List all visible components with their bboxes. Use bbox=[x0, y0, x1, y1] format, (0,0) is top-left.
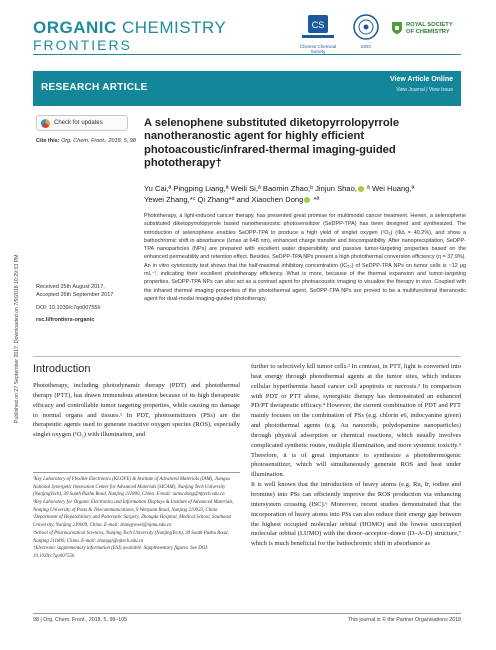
accepted-date: Accepted 26th September 2017 bbox=[36, 292, 114, 299]
abstract: Phototherapy, a light-induced cancer therapy, has presented great promise for multimodal cancer treatment. Herein, a selenophene substituted diketopyrrolopyrrole based nanotheranostic photosensitizer (SeDPP-TPA) has been designed and synthesized. The introduction of selenophene enables SeDPP-TPA to produce a high yield of singlet oxygen (¹O₂) (Φ∆ = 40.2%), and show a bathochromic shift in absorbance (λmax at 648 nm), enhanced charge transfer and biocompatibility. After nanoprecipitation, SeDPP-TPA nanoparticles (NPs) are prepared with excellent water dispersibility and passive tumor-targeting properties based on the enhanced permeability and retention effect. Besides, SeDPP-TPA NPs present a high photothermal conversion efficiency (η = 37.9%). An in vitro cytotoxicity test shows that the half-maximal inhibitory concentration (IC₅₀) of SeDPP-TPA NPs on tumor cells is ~12 μg mL⁻¹, indicating their excellent phototherapy efficiency. What is more, because of the thermal expansion and tumor-targeting properties, SeDPP-TPA NPs can also act as a contrast agent for photoacoustic imaging to visualize the therapy in vivo. Coupled with the infrared thermal imaging properties of the photothermal agent, SeDPP-TPA NPs are proved to be a multifunctional theranostic agent for dual-modal imaging-guided phototherapy. bbox=[144, 213, 466, 302]
footer-page-ref: 98 | Org. Chem. Front., 2018, 5, 98–105 bbox=[33, 617, 128, 623]
article-history bbox=[36, 283, 136, 324]
affiliation-footnotes bbox=[33, 476, 240, 561]
footnote-a: ªKey Laboratory of Flexible Electronics (KLOFE) & Institute of Advanced Materials (IAM), Jiangsu National Synergetic Innovation Center for Advanced Materials (SICAM), Nanjing Tech University (NanjingTech), 30 South Puzhu Road, Nanjing 211800, China. E-mail: iamxcdong@njtech.edu.cn bbox=[33, 477, 230, 498]
journal-name-bold: ORGANIC bbox=[33, 18, 117, 37]
intro-column-2: further to selectively kill tumor cells.² In contrast, in PTT, light is converted into heat energy through photothermal agents at the tumor sites, which induces cellular hyperthermia based cancer cell apoptosis or necrosis.³ In comparison with PDT or PTT alone, synergistic therapy has demonstrated an enhanced PD/PT therapeutic efficacy.⁴ However, the current combination of PDT and PTT mainly focuses on the combination of PSs (e.g. chlorin e6, indocyanine green) and photothermal agents (e.g. Au nanorods, polydopamine nanoparticles) through physical adsorption or chemical reactions, which usually involves complicated synthetic routes, multiple illumination, and more systemic toxicity.⁵ Therefore, it is of great importance to synthesize a photothermogenic photosensitizer, which will simultaneously generate ROS and heat under illumination. It is well known that the introduction of heavy atoms (e.g. Ru, Ir, iodine and bromine) into PSs can efficiently improve the ROS production via enhancing intersystem crossing (ISC).⁶ Moreover, recent studies demonstrated that the incorporation of heavy atoms into PSs can also reduce their energy gap between the highest occupied molecular orbital (HOMO) and the lowest unoccupied molecular orbital (LUMO) with the donor–acceptor–donor (D–A–D) structure,⁷ which is much beneficial for the bathochromic shift in absorbance as bbox=[251, 363, 461, 548]
ccs-caption: Chinese Chemical Society bbox=[299, 44, 337, 54]
orcid-icon[interactable] bbox=[358, 186, 364, 192]
cite-reference: Org. Chem. Front., 2018, 5, 98 bbox=[61, 138, 136, 144]
cite-label: Cite this: bbox=[36, 138, 60, 144]
journal-url[interactable]: rsc.li/frontiers-organic bbox=[36, 316, 95, 323]
orcid-icon[interactable] bbox=[304, 197, 310, 203]
authors-line1: Yu Cai,ª Pingping Liang,ª Weili Si,ª Baomin Zhao,ᵇ Jinjun Shao, bbox=[144, 184, 357, 193]
sioc-seal-icon bbox=[352, 13, 380, 43]
journal-name bbox=[33, 18, 226, 38]
intro-column-1: Phototherapy, including photodynamic therapy (PDT) and photothermal therapy (PTT), has drawn tremendous attention because of its high therapeutic efficacy and controllable tumor targeting properties, while causing no damage to normal organs and tissues.¹ In PDT, photosensitizers (PSs) are the therapeutic agents used to generate reactive oxygen species (ROS), especially singlet oxygen (¹O₂) with illumination, and bbox=[33, 382, 240, 439]
citation-info bbox=[36, 138, 136, 146]
authors-line2-tail: *ª bbox=[311, 195, 320, 204]
footer-copyright: This journal is © the Partner Organisations 2018 bbox=[347, 617, 461, 623]
doi[interactable]: DOI: 10.1039/c7qo00755h bbox=[36, 304, 101, 311]
rsc-name-line1: ROYAL SOCIETY bbox=[406, 22, 453, 28]
ccs-logo bbox=[296, 13, 340, 54]
view-article-online-link[interactable]: View Article Online bbox=[389, 76, 453, 83]
sioc-logo bbox=[352, 13, 380, 49]
view-journal-issue-links[interactable]: View Journal | View Issue bbox=[396, 87, 453, 93]
footnote-d: ᵈSchool of Pharmaceutical Sciences, Nanjing Tech University (NanjingTech), 30 South Puzhu Road, Nanjing 211800, China. E-mail: zhangqi@njtech.edu.cn bbox=[33, 530, 229, 544]
authors-line1-tail: ª Wei Huang,ª bbox=[364, 184, 415, 193]
ccs-emblem-icon bbox=[296, 13, 340, 43]
footnote-separator bbox=[33, 472, 240, 473]
authors-line2: Yewei Zhang,*ᶜ Qi Zhang*ᵈ and Xiaochen Dong bbox=[144, 195, 304, 204]
footnote-c: ᶜDepartment of Hepatobiliary and Pancreatic Surgery, Zhongda Hospital, Medical School, Southeast University, Nanjing 210009, China. E-mail: zhangyewei@njmu.edu.cn bbox=[33, 515, 232, 529]
journal-subtitle: FRONTIERS bbox=[33, 37, 132, 53]
sioc-caption: SIOC bbox=[360, 44, 372, 49]
crossmark-icon bbox=[41, 119, 50, 128]
rsc-crest-icon bbox=[390, 20, 404, 40]
footer-rule bbox=[33, 613, 461, 614]
header-rule bbox=[33, 54, 461, 55]
author-list bbox=[144, 183, 469, 205]
article-title: A selenophene substituted diketopyrrolopyrrole nanotheranostic agent for highly efficient photoacoustic/infrared-thermal imaging-guided phototherapy† bbox=[144, 117, 400, 170]
section-separator bbox=[33, 356, 461, 357]
journal-name-rest: CHEMISTRY bbox=[116, 18, 227, 37]
rsc-name-line2: OF CHEMISTRY bbox=[406, 29, 450, 36]
check-for-updates-button[interactable] bbox=[36, 115, 128, 131]
check-for-updates-label: Check for updates bbox=[54, 120, 103, 126]
article-type-label: RESEARCH ARTICLE bbox=[41, 82, 148, 93]
footnote-esi: †Electronic supplementary information (ESI) available: Supplementary figures. See DOI: 10.1039/c7qo00755h bbox=[33, 546, 209, 559]
footnote-b: ᵇKey Laboratory for Organic Electronics and Information Displays & Institute of Advanced Materials, Nanjing University of Posts & Telecommunications, 9 Wenyuan Road, Nanjing 210023, China bbox=[33, 500, 234, 513]
introduction-heading: Introduction bbox=[33, 363, 91, 375]
received-date: Received 25th August 2017, bbox=[36, 284, 105, 290]
download-side-note: Published on 27 September 2017. Downloaded on 7/9/2018 10:29:33 PM. bbox=[14, 253, 20, 423]
svg-text:CS: CS bbox=[311, 20, 325, 30]
